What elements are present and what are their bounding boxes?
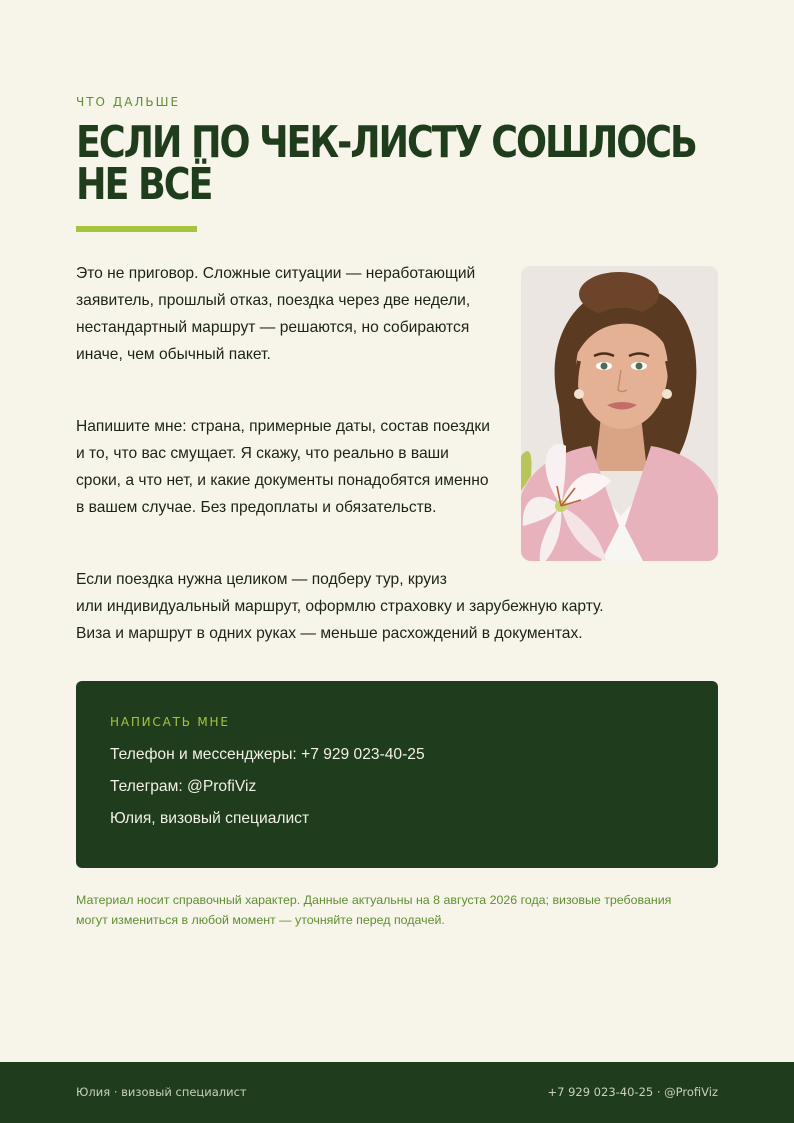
title-underline (76, 226, 197, 232)
page-title: ЕСЛИ ПО ЧЕК-ЛИСТУ СОШЛОСЬ НЕ ВСЁ (76, 117, 696, 210)
section-kicker: ЧТО ДАЛЬШЕ (76, 95, 181, 109)
page-footer (0, 1062, 794, 1123)
contact-phone[interactable]: Телефон и мессенджеры: +7 929 023-40-25 (110, 746, 425, 763)
contact-card (76, 681, 718, 868)
contact-heading: НАПИСАТЬ МНЕ (110, 715, 230, 729)
footer-contacts: +7 929 023-40-25 · @ProfiViz (547, 1085, 718, 1099)
footer-author: Юлия · визовый специалист (76, 1085, 247, 1099)
contact-telegram[interactable]: Телеграм: @ProfiViz (110, 778, 257, 795)
disclaimer-note: Материал носит справочный характер. Данные актуальны на 8 августа 2026 года; визовые требования могут измениться в любой момент — уточняйте перед подачей. (76, 893, 672, 927)
contact-name: Юлия, визовый специалист (110, 810, 310, 827)
intro-paragraph: Это не приговор. Сложные ситуации — неработающий заявитель, прошлый отказ, поездка через две недели, нестандартный маршрут — решаются, но собираются иначе, чем обычный пакет. (76, 265, 476, 363)
specialist-photo (521, 266, 718, 561)
request-paragraph: Напишите мне: страна, примерные даты, состав поездки и то, что вас смущает. Я скажу, что реально в ваши сроки, а что нет, и какие документы понадобятся именно в вашем случае. Без предоплаты и обязательств. (76, 418, 490, 516)
services-paragraph: Если поездка нужна целиком — подберу тур, круиз или индивидуальный маршрут, оформлю страховку и зарубежную карту. Виза и маршрут в одних руках — меньше расхождений в документах. (76, 571, 604, 642)
